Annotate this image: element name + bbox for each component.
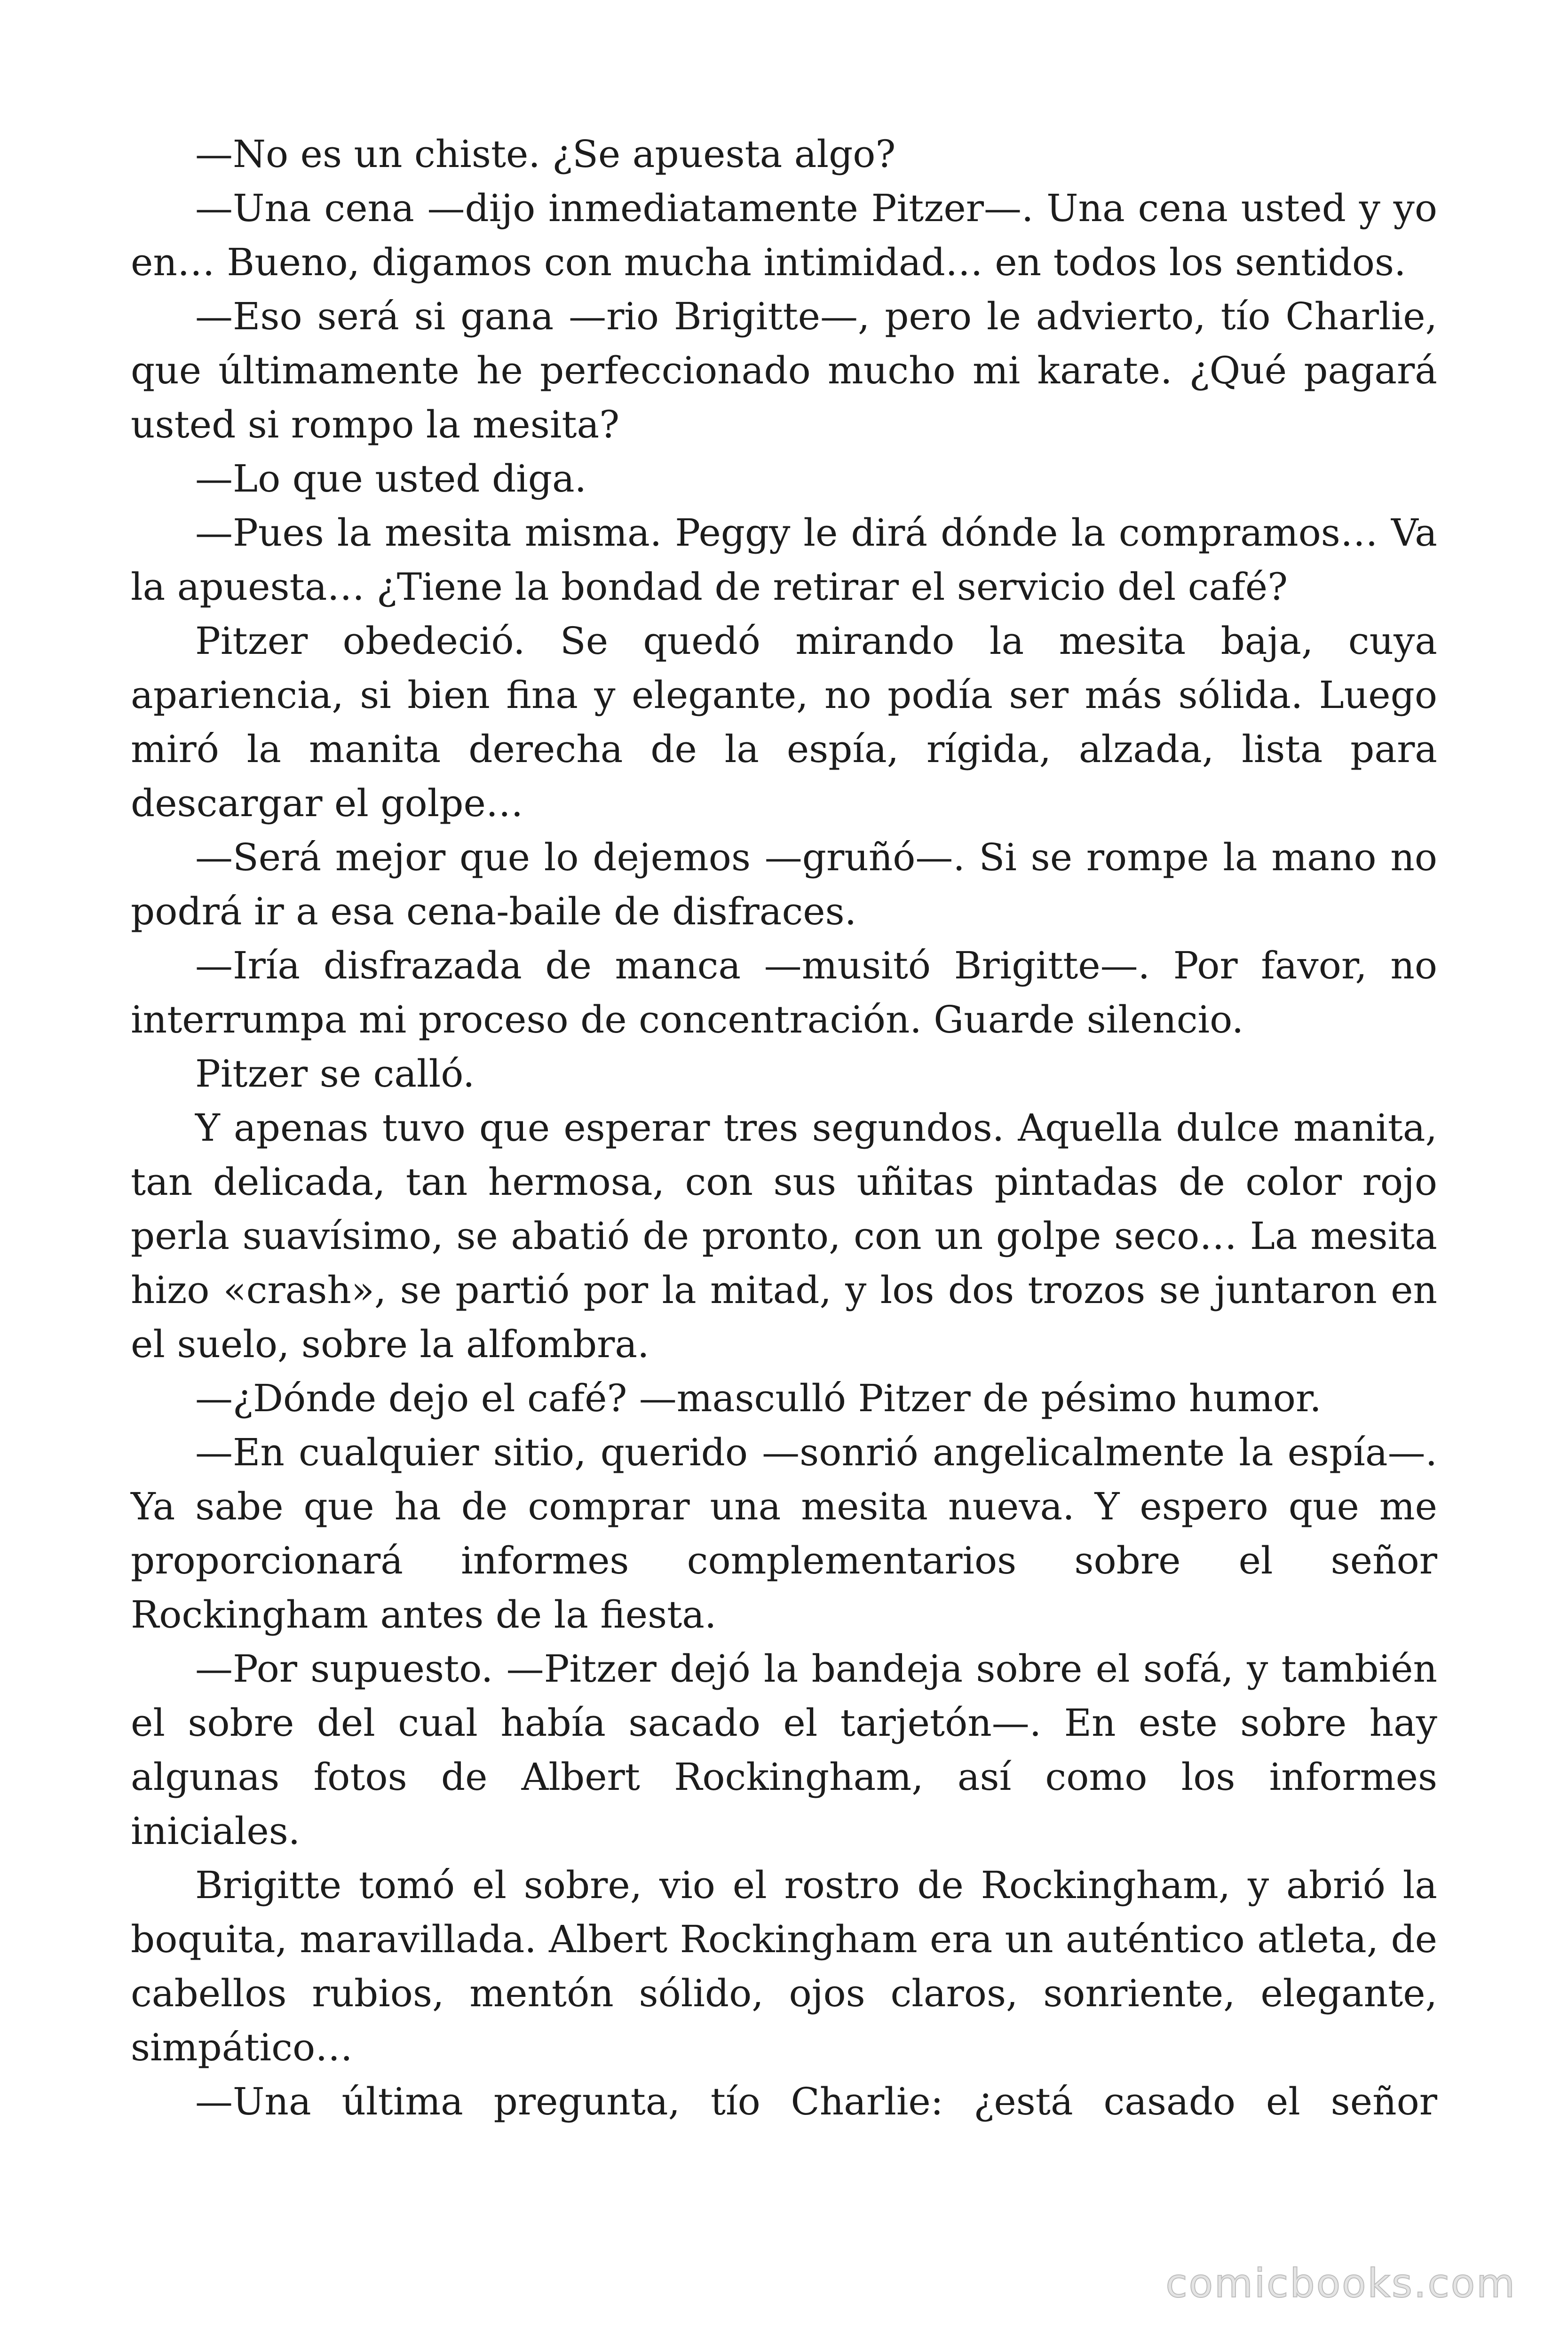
page-text bbox=[131, 127, 1437, 2129]
paragraph: Pitzer obedeció. Se quedó mirando la mesita baja, cuya apariencia, si bien fina y elegante, no podía ser más sólida. Luego miró la manita derecha de la espía, rígida, alzada, lista para descargar el golpe… bbox=[131, 619, 1437, 825]
paragraph: —Eso será si gana —rio Brigitte—, pero le advierto, tío Charlie, que últimamente he perfeccionado mucho mi karate. ¿Qué pagará usted si rompo la mesita? bbox=[131, 294, 1437, 446]
paragraph: —Una cena —dijo inmediatamente Pitzer—. Una cena usted y yo en… Bueno, digamos con mucha intimidad… en todos los sentidos. bbox=[131, 186, 1437, 284]
paragraph: Brigitte tomó el sobre, vio el rostro de Rockingham, y abrió la boquita, maravillada. Albert Rockingham era un auténtico atleta, de cabellos rubios, mentón sólido, ojos claros, sonriente, elegante, simpático… bbox=[131, 1863, 1437, 2069]
paragraph: —¿Dónde dejo el café? —masculló Pitzer de pésimo humor. bbox=[195, 1376, 1322, 1420]
paragraph: —Pues la mesita misma. Peggy le dirá dónde la compramos… Va la apuesta… ¿Tiene la bondad de retirar el servicio del café? bbox=[131, 511, 1437, 609]
watermark: comicbooks.com bbox=[1165, 2260, 1516, 2306]
paragraph-continued: —Una última pregunta, tío Charlie: ¿está casado el señor bbox=[195, 2080, 1437, 2123]
paragraph: —No es un chiste. ¿Se apuesta algo? bbox=[195, 132, 896, 176]
paragraph: —Por supuesto. —Pitzer dejó la bandeja sobre el sofá, y también el sobre del cual había sacado el tarjetón—. En este sobre hay algunas fotos de Albert Rockingham, así como los informes iniciales. bbox=[131, 1647, 1437, 1853]
paragraph: —En cualquier sitio, querido —sonrió angelicalmente la espía—. Ya sabe que ha de comprar una mesita nueva. Y espero que me proporcionará informes complementarios sobre el señor Rockingham antes de la fiesta. bbox=[131, 1430, 1437, 1637]
paragraph: —Lo que usted diga. bbox=[195, 457, 587, 501]
paragraph: Y apenas tuvo que esperar tres segundos. Aquella dulce manita, tan delicada, tan hermosa, con sus uñitas pintadas de color rojo perla suavísimo, se abatió de pronto, con un golpe seco… La mesita hizo «crash», se partió por la mitad, y los dos trozos se juntaron en el suelo, sobre la alfombra. bbox=[131, 1106, 1437, 1366]
paragraph: —Iría disfrazada de manca —musitó Brigitte—. Por favor, no interrumpa mi proceso de concentración. Guarde silencio. bbox=[131, 944, 1437, 1041]
paragraph: Pitzer se calló. bbox=[195, 1052, 475, 1096]
paragraph: —Será mejor que lo dejemos —gruñó—. Si se rompe la mano no podrá ir a esa cena-baile de disfraces. bbox=[131, 835, 1437, 933]
